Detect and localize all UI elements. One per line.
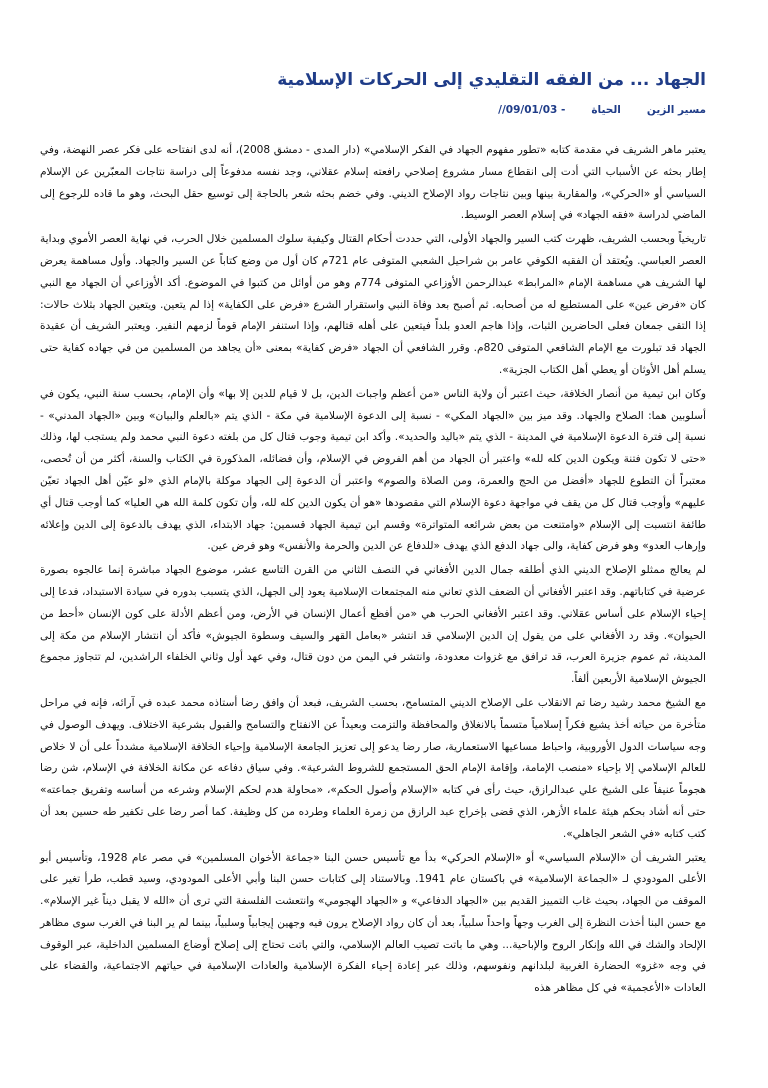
byline-author: مسير الزين (646, 104, 706, 116)
article-paragraph: يعتبر ماهر الشريف في مقدمة كتابه «تطور مفهوم الجهاد في الفكر الإسلامي» (دار المدى - دمشق 2008)، أنه لدى انفتاحه على فكر عصر النهضة، وفي إطار بحثه عن الأسباب التي أدت إلى انقطاع مسار مشروع إصلاحي رافعته إسلام عقلاني، وجد نفسه مدفوعاً إلى دراسة نتاجات المعبّرين عن الإسلام السياسي أو «الحركي»، والمقاربة بينها وبين نتاجات رواد الإصلاح الديني. وفي خضم بحثه شعر بالحاجة إلى توسيع حقل البحث، وهو ما قاده للرجوع إلى الماضي لدراسة «فقه الجهاد» في إسلام العصر الوسيط. (40, 144, 706, 222)
article-body (40, 140, 706, 1000)
article-paragraph: تاريخياً وبحسب الشريف، ظهرت كتب السير والجهاد الأولى، التي حددت أحكام القتال وكيفية سلوك المسلمين خلال الحرب، في نهاية العصر الأموي وبداية العصر العباسي. ويُعتقد أن الفقيه الكوفي عامر بن شراحيل الشعبي المتوفى عام 721م كان أول من وضع كتاباً عن السير والجهاد. وأول مساهمة يعرض لها الشريف هي مساهمة الإمام «المرابط» عبدالرحمن الأوزاعي المتوفى 774م وهو من أوائل من كتبوا في الموضوع. أكد الأوزاعي أن الجهاد مع النبي كان «فرض عين» على المستطيع له من أصحابه. ثم أصبح بعد وفاة النبي واستقرار الشرع «فرض على الكفاية» إذا لم يتعين. ويتعين الجهاد بثلاث حالات: إذا التقى جمعان فعلى الحاضرين الثبات، وإذا هاجم العدو بلداً فيتعين على أهله قتالهم، وإذا استنفر الإمام قوماً لزمهم النفير. ويعتبر الشريف أن عقيدة الجهاد قد تبلورت مع الإمام الشافعي المتوفى 820م. وقرر الشافعي أن الجهاد «فرض كفاية» بمعنى «أن يجاهد من المسلمين من في جهاده كفاية حتى يسلم أهل الأوثان أو يعطي أهل الكتاب الجزية». (40, 233, 706, 376)
article-paragraph: مع الشيخ محمد رشيد رضا تم الانقلاب على الإصلاح الديني المتسامح، بحسب الشريف، فبعد أن وافق رضا أستاذه محمد عبده في آرائه، فإنه في مراحل متأخرة من حياته أخذ يشيع فكراً إسلامياً متسماً بالانغلاق والمحافظة والتزمت وبعيداً عن الانفتاح والتسامح والقبول بشرعية الاختلاف. ويهدف الوصول في وجه سياسات الدول الأوروبية، واحباط مساعيها الاستعمارية، صار رضا يدعو إلى تعزيز الجامعة الإسلامية وإحياء الخلافة الإسلامية مشدداً على أن لا خلاص للعالم الإسلامي إلا بإحياء «منصب الإمامة، وإقامة الإمام الحق المستجمع للشروط الشرعية». وفي سياق دفاعه عن مكانة الخلافة في الإسلام، شن رضا هجوماً عنيفاً على الشيخ علي عبدالرازق، حيث رأى في كتابه «الإسلام وأصول الحكم»، «محاولة هدم لحكم الإسلام وشرعه من أساسه وتفريق جماعته» حتى أنه أشاد بحكم هيئة علماء الأزهر، الذي قضى بإخراج عبد الرازق من زمرة العلماء وطرده من كل وظيفة. كما أصر رضا على تكفير طه حسين بعد أن كتب كتابه «في الشعر الجاهلي». (40, 696, 706, 840)
byline-date: - 09/01/03// (498, 104, 566, 116)
article-paragraph: وكان ابن تيمية من أنصار الخلافة، حيث اعتبر أن ولاية الناس «من أعظم واجبات الدين، بل لا قيام للدين إلا بها» وأن الإمام، بحسب سنة النبي، يكون في أسلوبين هما: الصلاح والجهاد. وقد ميز بين «الجهاد المكي» - نسبة إلى الدعوة الإسلامية في مكة - الذي يتم «بالعلم والبيان» وبين «الجهاد المدني» - نسبة إلى فترة الدعوة الإسلامية في المدينة - الذي يتم «باليد والحديد». وأكد ابن تيمية وجوب قتال كل من بلغته دعوة النبي محمد ولم يستجب لها، وذلك «حتى لا تكون فتنة ويكون الدين كله لله» واعتبر أن الجهاد من أهم الفروض في الإسلام، وأن فضائله، المذكورة في الكتاب والسنة، أكثر من أن تُحصى، معتبراً أن التطوع للجهاد «أفضل من الحج والعمرة، ومن الصلاة والصوم» واعتبر أن الدعوة إلى الجهاد موكلة بالإمام الذي «لو عيّن أهل الجهاد تعيّن عليهم» وأوجب قتال كل من يقف في مواجهة دعوة الإسلام التي مقصودها «هو أن يكون الدين كله لله، وأن تكون كلمة الله هي العليا» كما أوجب قتال أي طائفة انتسبت إلى الإسلام «وامتنعت من بعض شرائعه المتواترة» وقسم ابن تيمية الجهاد قسمين: جهاد الابتداء، الذي يهدف بالدعوة إلى الدين وإعلائه وإرهاب العدو» وهو فرض كفاية، والى جهاد الدفع الذي يهدف «للدفاع عن الدين والحرمة والأنفس» وهو فرض عين. (40, 387, 706, 553)
byline-source: الحياة (591, 104, 621, 116)
article-byline (40, 102, 706, 118)
article-title: الجهاد ... من الفقه التقليدي إلى الحركات الإسلامية (277, 70, 706, 90)
article-paragraph: لم يعالج ممثلو الإصلاح الديني الذي أطلقه جمال الدين الأفغاني في النصف الثاني من القرن التاسع عشر، موضوع الجهاد مباشرة إنما عالجوه بصورة عرضية في كتاباتهم. وقد اعتبر الأفغاني أن الضعف الذي تعاني منه المجتمعات الإسلامية يعود إلى الجهل، الذي يتسبب بدوره في سيادة الاستبداد، فدعا إلى إحياء الإسلام على أساس عقلاني. وقد اعتبر الأفغاني الحرب هي «من أفظع أعمال الإنسان في الأرض، ومن أعظم الأدلة على كون الإنسان «أحط من الحيوان». وقد رد الأفغاني على من يقول إن الدين الإسلامي قد انتشر «بعامل القهر والسيف وسطوة الجيوش» فأكد أن انتشار الإسلام من مكة إلى المدينة، ثم عموم جزيرة العرب، قد ترافق مع غزوات معدودة، وانتشر في اليمن من دون قتال، وفي عهد أول وثاني الخلفاء الراشدين، لم تتجاوز مجموع الجيوش الإسلامية الأربعين ألفاً. (40, 564, 706, 686)
article-paragraph: يعتبر الشريف أن «الإسلام السياسي» أو «الإسلام الحركي» بدأ مع تأسيس حسن البنا «جماعة الأخوان المسلمين» في مصر عام 1928، وتأسيس أبو الأعلى المودودي لـ «الجماعة الإسلامية» في باكستان عام 1941. وبالاستناد إلى كتابات حسن البنا وأبي الأعلى المودودي، وسيد قطب، طرأ تغير على الموقف من الجهاد، بحيث غاب التمييز القديم بين «الجهاد الدفاعي» و «الجهاد الهجومي» وانتعشت الفلسفة التي ترى أن «الله لا يقبل ديناً غير الإسلام». مع حسن البنا أخذت النظرة إلى الغرب وجهاً واحداً سلبياً، بعد أن كان رواد الإصلاح يرون فيه وجهين إيجابياً وسلبياً، بينما لم ير البنا في الغرب سوى مظاهر الإلحاد والشك في الله وإنكار الروح والإباحية... وهي ما باتت تصيب العالم الإسلامي، والتي باتت تحتاج إلى إصلاح أوضاع المسلمين الداخلية، عبر الوقوف في وجه «غزو» الحضارة الغربية لبلدانهم ونفوسهم، وذلك عبر إعادة إحياء الفكرة الإسلامية والعادات الإسلامية في حياتهم الاجتماعية، والقضاء على العادات «الأعجمية» في كل مظاهر هذه (40, 851, 706, 995)
